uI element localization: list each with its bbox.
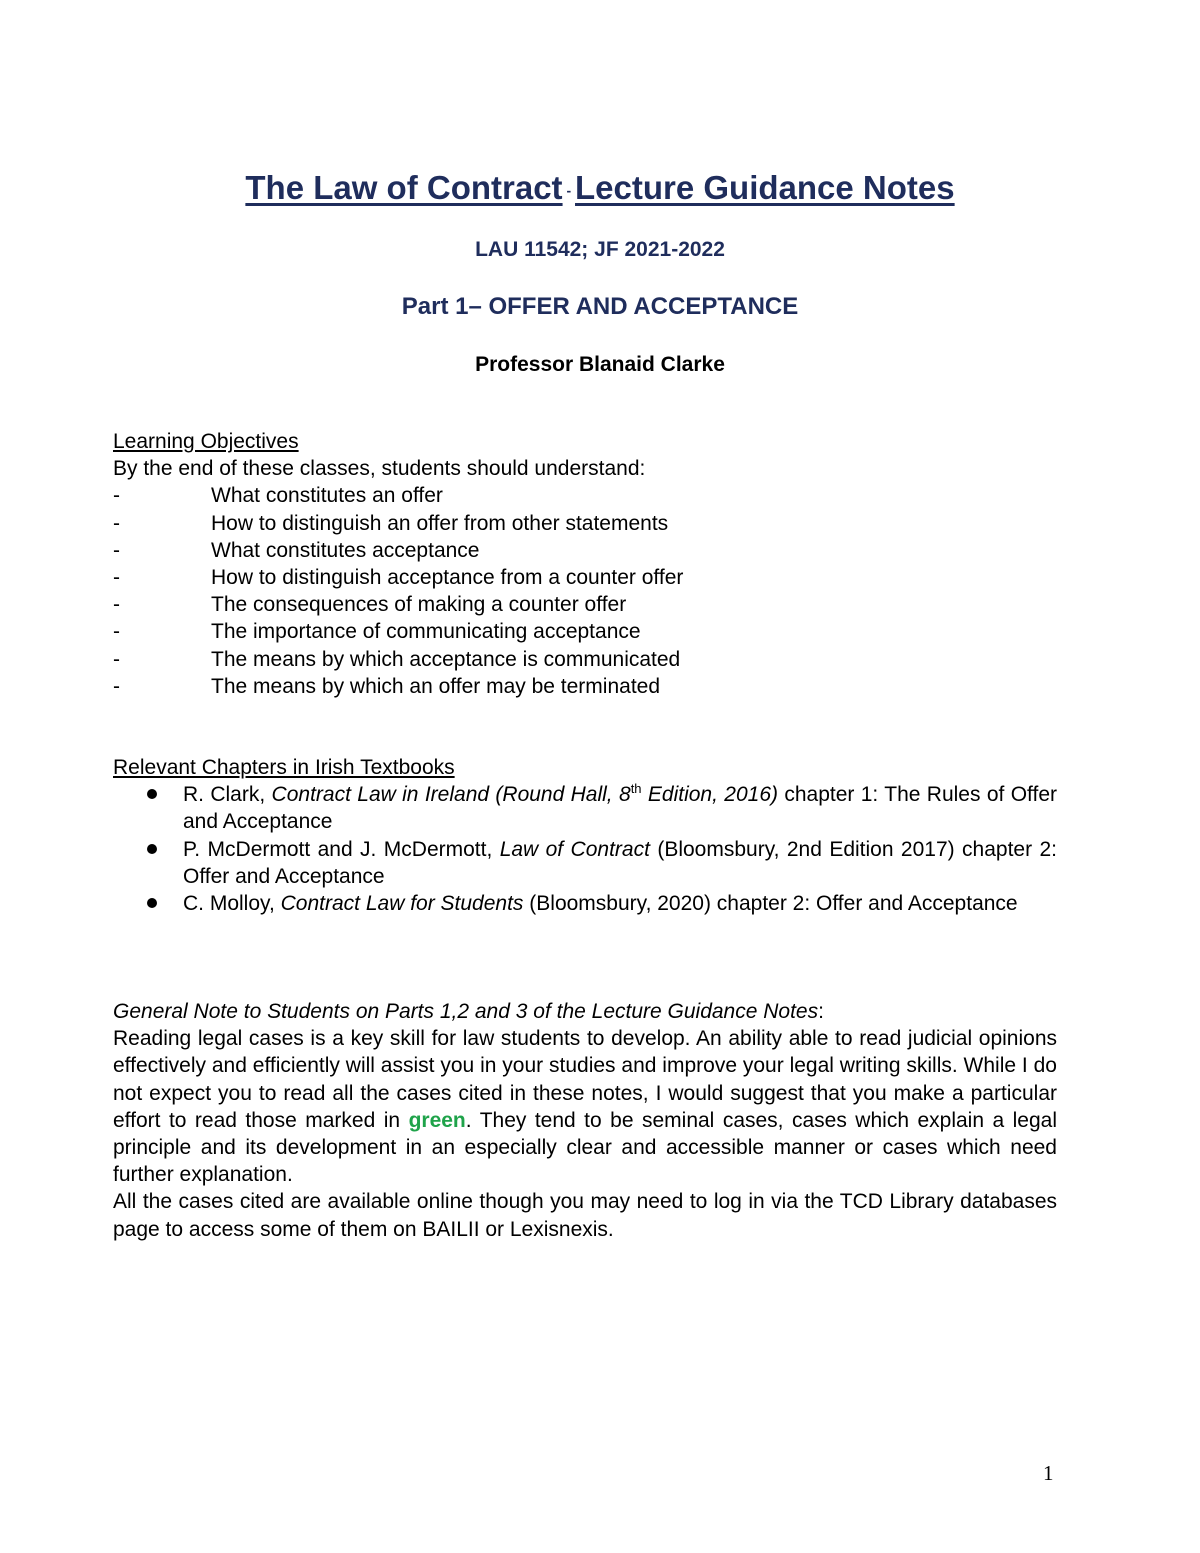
learning-objective-item <box>113 673 1057 700</box>
chapter-item <box>113 890 1057 917</box>
learning-objectives-intro: By the end of these classes, students should understand: <box>113 457 646 481</box>
learning-objective-text: The means by which an offer may be terminated <box>211 674 661 698</box>
learning-objective-item <box>113 482 1057 509</box>
learning-objective-text: How to distinguish an offer from other statements <box>211 511 669 535</box>
dash-marker: - <box>113 593 120 617</box>
learning-objective-item <box>113 646 1057 673</box>
learning-objectives-section <box>113 428 1057 700</box>
chapter-author: P. McDermott and J. McDermott, <box>183 837 500 861</box>
chapters-section <box>113 754 1057 917</box>
learning-objectives-heading: Learning Objectives <box>113 430 299 453</box>
professor-name: Professor Blanaid Clarke <box>475 353 725 376</box>
chapter-book-title: Contract Law for Students <box>280 892 524 916</box>
dash-marker: - <box>113 674 120 698</box>
learning-objective-item <box>113 618 1057 645</box>
learning-objective-item <box>113 510 1057 537</box>
dash-marker: - <box>113 538 120 562</box>
dash-marker: - <box>113 511 120 535</box>
dash-marker: - <box>113 647 120 671</box>
bullet-icon <box>147 898 157 908</box>
chapter-superscript: th <box>630 781 642 797</box>
chapter-detail: chapter 1: The Rules of Offer and Acceptance <box>183 783 1057 834</box>
chapter-item <box>113 836 1057 890</box>
learning-objective-text: The consequences of making a counter offer <box>211 593 627 617</box>
bullet-icon <box>147 844 157 854</box>
dash-marker: - <box>113 484 120 508</box>
learning-objectives-list <box>113 482 1057 700</box>
general-note-paragraph-1: Reading legal cases is a key skill for law students to develop. An ability able to read judicial opinions effectively and efficiently will assist you in your studies and improve your legal writing skills. While I do not expect you to read all the cases cited in these notes, I would suggest that you make a particular effort to read those marked in green. They tend to be seminal cases, cases which explain a legal principle and its development in an especially clear and accessible manner or cases which need further explanation. <box>113 1027 1057 1187</box>
green-highlight-word: green <box>408 1108 466 1132</box>
learning-objective-text: The importance of communicating acceptance <box>211 620 641 644</box>
chapter-book-title: Law of Contract <box>499 837 650 861</box>
learning-objective-text: What constitutes acceptance <box>211 538 480 562</box>
dash-marker: - <box>113 566 120 590</box>
dash-marker: - <box>113 620 120 644</box>
part-heading: Part 1– OFFER AND ACCEPTANCE <box>401 293 799 320</box>
learning-objective-item <box>113 564 1057 591</box>
title-lecture-guidance-notes: Lecture Guidance Notes <box>575 169 955 206</box>
chapter-author: R. Clark, <box>183 783 272 807</box>
chapters-heading: Relevant Chapters in Irish Textbooks <box>113 756 455 779</box>
chapters-list <box>113 781 1057 917</box>
document-title <box>0 168 1200 210</box>
general-note-heading: General Note to Students on Parts 1,2 and 3 of the Lecture Guidance Notes: <box>113 1000 824 1023</box>
chapter-author: C. Molloy, <box>183 892 281 916</box>
bullet-icon <box>147 789 157 799</box>
chapter-detail: (Bloomsbury, 2020) chapter 2: Offer and Acceptance <box>523 892 1018 916</box>
chapter-book-title: Contract Law in Ireland (Round Hall, 8 <box>271 783 631 807</box>
page-number: 1 <box>1043 1461 1054 1485</box>
chapter-item <box>113 781 1057 835</box>
chapter-detail: (Bloomsbury, 2nd Edition 2017) chapter 2: Offer and Acceptance <box>183 837 1057 888</box>
learning-objective-item <box>113 591 1057 618</box>
title-separator: - <box>562 182 576 199</box>
title-law-of-contract: The Law of Contract <box>245 169 563 206</box>
learning-objective-text: How to distinguish acceptance from a counter offer <box>211 566 684 590</box>
learning-objective-item <box>113 537 1057 564</box>
course-code: LAU 11542; JF 2021-2022 <box>475 238 725 261</box>
general-note-paragraph-2: All the cases cited are available online though you may need to log in via the TCD Library databases page to access some of them on BAILII or Lexisnexis. <box>113 1190 1057 1241</box>
learning-objective-text: The means by which acceptance is communicated <box>211 647 681 671</box>
chapter-book-title-cont: Edition, 2016) <box>641 783 778 807</box>
general-note-section <box>113 998 1057 1243</box>
learning-objective-text: What constitutes an offer <box>211 484 443 508</box>
